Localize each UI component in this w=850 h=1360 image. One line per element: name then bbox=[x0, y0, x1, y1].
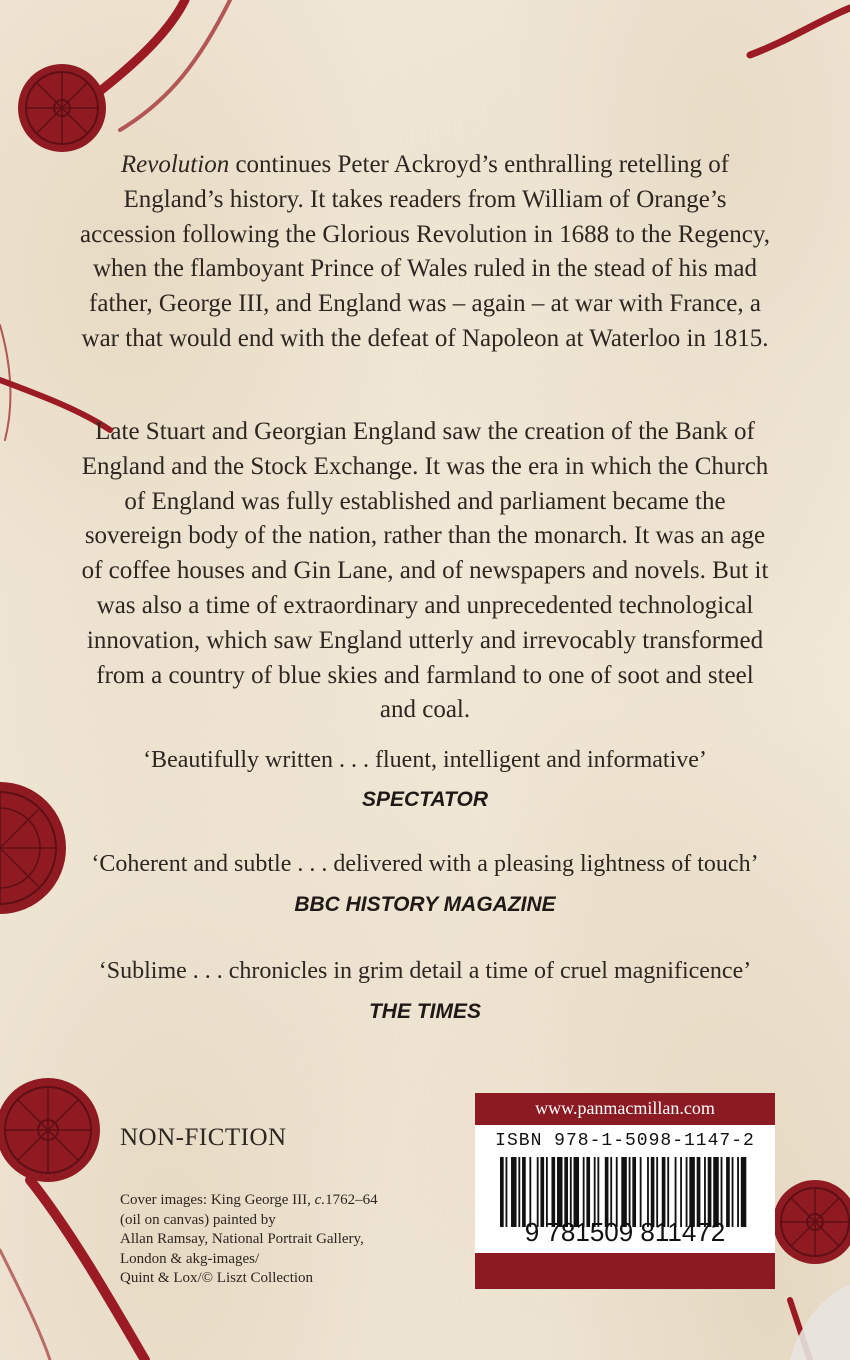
review-quote: ‘Coherent and subtle . . . delivered with a pleasing lightness of touch’ bbox=[91, 851, 759, 877]
blurb-paragraph-1 bbox=[80, 148, 770, 357]
red-wax-seal-icon bbox=[773, 1180, 850, 1264]
credits-line-2: (oil on canvas) painted by bbox=[120, 1211, 276, 1228]
red-wax-seal-icon bbox=[18, 64, 106, 152]
review-source: THE TIMES bbox=[368, 1000, 481, 1023]
review-source: SPECTATOR bbox=[361, 788, 488, 811]
credits-line-5: Quint & Lox/© Liszt Collection bbox=[120, 1270, 314, 1286]
credits-line-3: Allan Ramsay, National Portrait Gallery, bbox=[120, 1231, 364, 1247]
cover-credits bbox=[120, 1191, 410, 1289]
blurb-paragraph-2: Late Stuart and Georgian England saw the creation of the Bank of England and the Stock Exchange. It was the era in which the Church of England was fully established and parliament became the sovereign body of the nation, rather than the monarch. It was an age of coffee houses and Gin Lane, and of newspapers and novels. But it was also a time of extraordinary and unprecedented technological innovation, which saw England utterly and irrevocably transformed from a country of blue skies and farmland to one of soot and steel and coal. bbox=[81, 418, 769, 724]
barcode-bottom-bar bbox=[475, 1253, 775, 1289]
review-quote: ‘Sublime . . . chronicles in grim detail a time of cruel magnificence’ bbox=[98, 958, 752, 984]
review-source: BBC HISTORY MAGAZINE bbox=[294, 893, 556, 916]
isbn-label: ISBN 978-1-5098-1147-2 bbox=[495, 1131, 755, 1151]
category-label: NON-FICTION bbox=[120, 1124, 287, 1151]
publisher-url: www.panmacmillan.com bbox=[475, 1093, 775, 1125]
blurb-paragraph-1-text: continues Peter Ackroyd’s enthralling retelling of England’s history. It takes readers from William of Orange’s accession following the Glorious Revolution in 1688 to the Regency, when the flamboyant Prince of Wales ruled in the stead of his mad father, George III, and England was – again – at war with France, a war that would end with the defeat of Napoleon at Waterloo in 1815. bbox=[80, 151, 770, 352]
barcode-digits: 9 781509 811472 bbox=[524, 1217, 726, 1247]
credits-line-1: Cover images: King George III, c.1762–64 bbox=[120, 1192, 378, 1208]
credits-line-4: London & akg-images/ bbox=[120, 1250, 260, 1267]
red-wax-seal-icon bbox=[0, 1078, 100, 1182]
barcode-panel bbox=[475, 1093, 775, 1289]
review-quote: ‘Beautifully written . . . fluent, intelligent and informative’ bbox=[143, 747, 707, 773]
book-title: Revolution bbox=[120, 151, 230, 178]
